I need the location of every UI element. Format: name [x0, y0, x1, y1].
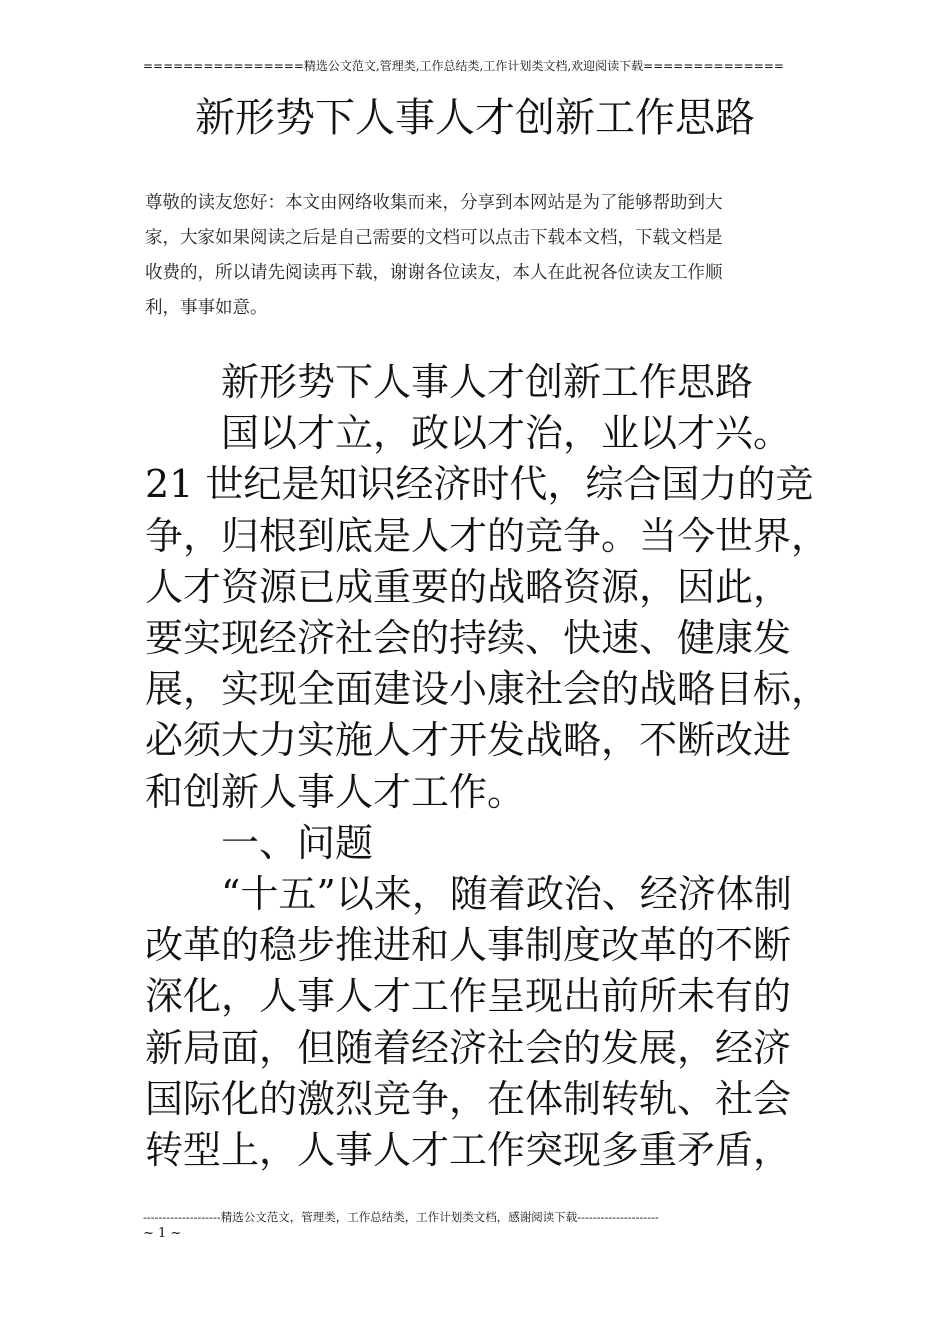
body-line: 改革的稳步推进和人事制度改革的不断	[145, 923, 792, 968]
notice-line: 利，事事如意。	[145, 298, 268, 318]
body-line: 国际化的激烈竞争，在体制转轨、社会	[145, 1076, 792, 1121]
body-line: 必须大力实施人才开发战略，不断改进	[145, 718, 792, 763]
body-line: 争，归根到底是人才的竞争。当今世界，	[145, 513, 830, 558]
body-line: 深化，人事人才工作呈现出前所未有的	[145, 974, 792, 1019]
notice-line: 家，大家如果阅读之后是自己需要的文档可以点击下载本文档，下载文档是	[145, 228, 723, 248]
body-heading: 新形势下人事人才创新工作思路	[221, 360, 754, 404]
body-line: 21 世纪是知识经济时代，综合国力的竞	[145, 462, 814, 507]
section-heading: 一、问题	[221, 820, 374, 865]
footer-banner: --------------------精选公文范文，管理类，工作总结类，工作计划类文档，感谢阅读下载---------------------	[143, 1210, 659, 1224]
body-line: 展，实现全面建设小康社会的战略目标，	[145, 667, 830, 712]
reader-notice	[145, 186, 815, 326]
body-line: 和创新人事人才工作。	[145, 769, 526, 814]
document-title: 新形势下人事人才创新工作思路	[195, 95, 755, 141]
body-line: 要实现经济社会的持续、快速、健康发	[145, 616, 792, 661]
document-body	[145, 357, 830, 1176]
body-line: 国以才立，政以才治，业以才兴。	[221, 411, 792, 456]
notice-line: 尊敬的读友您好：本文由网络收集而来，分享到本网站是为了能够帮助到大	[145, 193, 723, 213]
body-line: 人才资源已成重要的战略资源，因此，	[145, 564, 792, 609]
body-line: 转型上，人事人才工作突现多重矛盾，	[145, 1128, 792, 1173]
notice-line: 收费的，所以请先阅读再下载，谢谢各位读友，本人在此祝各位读友工作顺	[145, 263, 723, 283]
body-line: “十五”以来，随着政治、经济体制	[221, 872, 792, 917]
body-line: 新局面，但随着经济社会的发展，经济	[145, 1025, 792, 1070]
header-banner: ================精选公文范文,管理类,工作总结类,工作计划类文档,欢迎阅读下载==============	[143, 59, 784, 73]
page-number: ~ 1 ~	[143, 1226, 182, 1241]
